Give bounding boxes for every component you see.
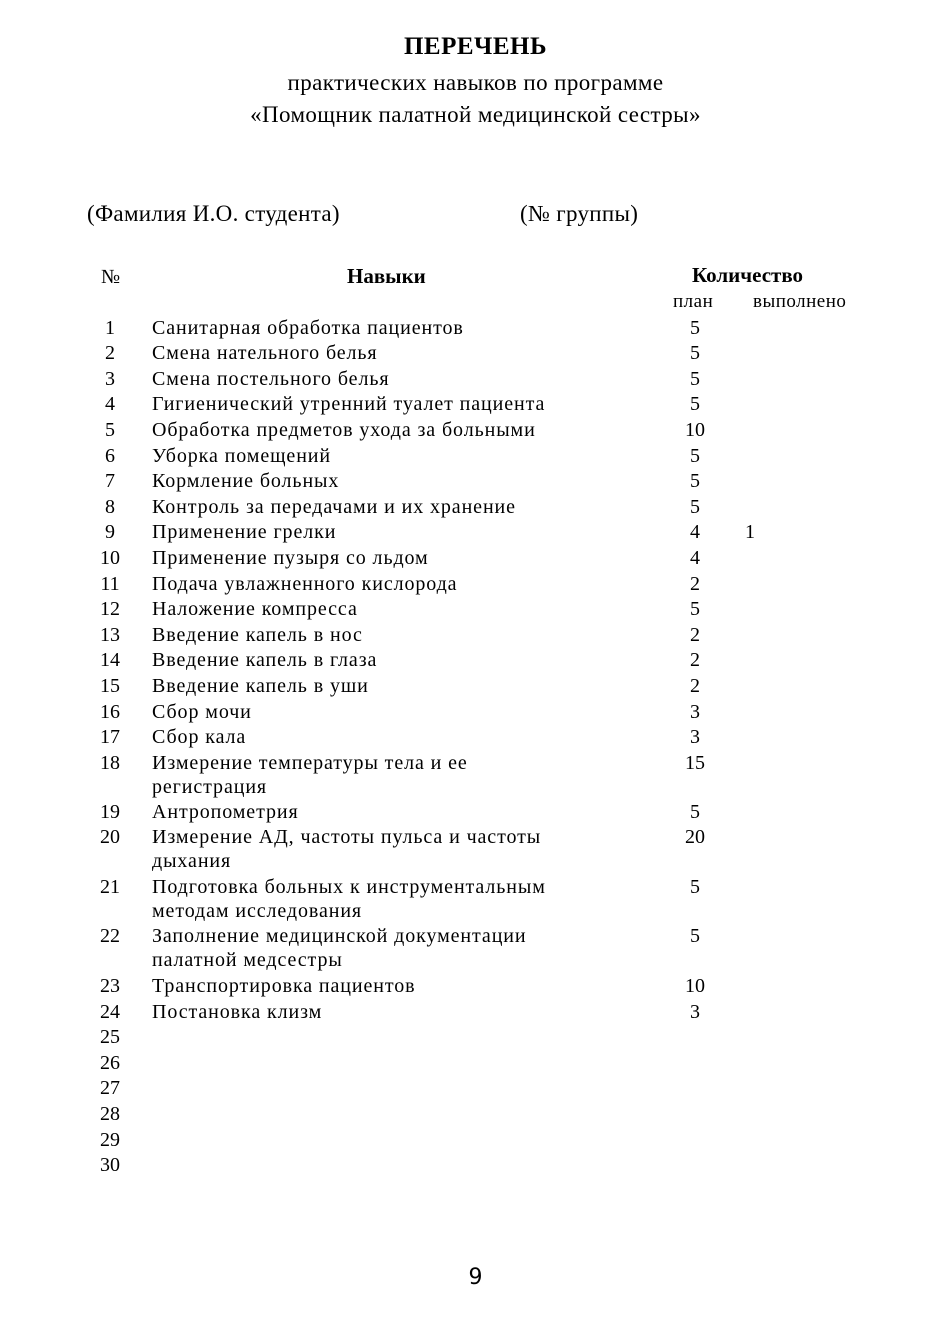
plan-count: 3 — [690, 726, 700, 748]
row-number: 29 — [100, 1129, 120, 1151]
plan-count: 5 — [690, 496, 700, 518]
skill-name: Смена постельного белья — [152, 368, 390, 390]
skill-name: Подготовка больных к инструментальным методам исследования — [152, 876, 546, 922]
row-number: 16 — [100, 701, 120, 723]
document-subtitle-line2: «Помощник палатной медицинской сестры» — [250, 102, 701, 127]
plan-count: 5 — [690, 445, 700, 467]
group-number-field: (№ группы) — [520, 201, 639, 226]
plan-count: 4 — [690, 521, 700, 543]
skill-name: Введение капель в нос — [152, 624, 363, 646]
skill-name: Заполнение медицинской документации палатной медсестры — [152, 925, 527, 971]
plan-count: 2 — [690, 573, 700, 595]
skill-name: Контроль за передачами и их хранение — [152, 496, 516, 518]
skill-name: Применение грелки — [152, 521, 337, 543]
row-number: 25 — [100, 1026, 120, 1048]
row-number: 15 — [100, 675, 120, 697]
skill-name: Санитарная обработка пациентов — [152, 317, 464, 339]
row-number: 24 — [100, 1001, 120, 1023]
plan-count: 3 — [690, 1001, 700, 1023]
row-number: 1 — [105, 317, 115, 339]
plan-count: 5 — [690, 342, 700, 364]
student-name-field: (Фамилия И.О. студента) — [87, 201, 340, 226]
plan-count: 5 — [690, 470, 700, 492]
row-number: 21 — [100, 876, 120, 898]
row-number: 19 — [100, 801, 120, 823]
row-number: 26 — [100, 1052, 120, 1074]
document-subtitle-line1: практических навыков по программе — [287, 70, 664, 95]
plan-count: 20 — [685, 826, 705, 848]
document-title: ПЕРЕЧЕНЬ — [403, 33, 548, 60]
skill-name: Измерение температуры тела и ее регистрация — [152, 752, 468, 798]
plan-count: 5 — [690, 925, 700, 947]
plan-count: 2 — [690, 649, 700, 671]
plan-count: 5 — [690, 801, 700, 823]
skill-name: Измерение АД, частоты пульса и частоты дыхания — [152, 826, 542, 872]
row-number: 22 — [100, 925, 120, 947]
row-number: 11 — [100, 573, 120, 595]
row-number: 27 — [100, 1077, 120, 1099]
column-header-plan: план — [673, 291, 714, 312]
row-number: 7 — [105, 470, 115, 492]
row-number: 9 — [105, 521, 115, 543]
skill-name: Подача увлажненного кислорода — [152, 573, 458, 595]
column-header-skills: Навыки — [347, 264, 426, 288]
skill-name: Сбор мочи — [152, 701, 252, 723]
skill-name: Постановка клизм — [152, 1001, 323, 1023]
row-number: 12 — [100, 598, 120, 620]
skill-name: Антропометрия — [152, 801, 299, 823]
row-number: 28 — [100, 1103, 120, 1125]
skill-name: Уборка помещений — [152, 445, 332, 467]
skill-name: Обработка предметов ухода за больными — [152, 419, 536, 441]
skill-name: Смена нательного белья — [152, 342, 378, 364]
skill-name: Гигиенический утренний туалет пациента — [152, 393, 546, 415]
done-count: 1 — [745, 521, 755, 543]
plan-count: 5 — [690, 368, 700, 390]
skill-name: Применение пузыря со льдом — [152, 547, 429, 569]
plan-count: 10 — [685, 975, 705, 997]
row-number: 17 — [100, 726, 120, 748]
plan-count: 4 — [690, 547, 700, 569]
plan-count: 5 — [690, 598, 700, 620]
row-number: 13 — [100, 624, 120, 646]
column-header-number: № — [101, 266, 121, 288]
row-number: 18 — [100, 752, 120, 774]
row-number: 6 — [105, 445, 115, 467]
row-number: 8 — [105, 496, 115, 518]
row-number: 14 — [100, 649, 120, 671]
plan-count: 5 — [690, 876, 700, 898]
row-number: 2 — [105, 342, 115, 364]
plan-count: 10 — [685, 419, 705, 441]
plan-count: 2 — [690, 624, 700, 646]
plan-count: 5 — [690, 393, 700, 415]
plan-count: 15 — [685, 752, 705, 774]
row-number: 5 — [105, 419, 115, 441]
skill-name: Наложение компресса — [152, 598, 358, 620]
skill-name: Кормление больных — [152, 470, 340, 492]
skill-name: Сбор кала — [152, 726, 247, 748]
column-header-done: выполнено — [753, 291, 847, 312]
column-header-quantity: Количество — [692, 263, 804, 287]
row-number: 20 — [100, 826, 120, 848]
skill-name: Введение капель в глаза — [152, 649, 378, 671]
plan-count: 3 — [690, 701, 700, 723]
row-number: 10 — [100, 547, 120, 569]
row-number: 23 — [100, 975, 120, 997]
skill-name: Введение капель в уши — [152, 675, 369, 697]
skill-name: Транспортировка пациентов — [152, 975, 416, 997]
row-number: 30 — [100, 1154, 120, 1176]
row-number: 4 — [105, 393, 115, 415]
row-number: 3 — [105, 368, 115, 390]
plan-count: 5 — [690, 317, 700, 339]
plan-count: 2 — [690, 675, 700, 697]
page-number: 9 — [468, 1265, 483, 1290]
